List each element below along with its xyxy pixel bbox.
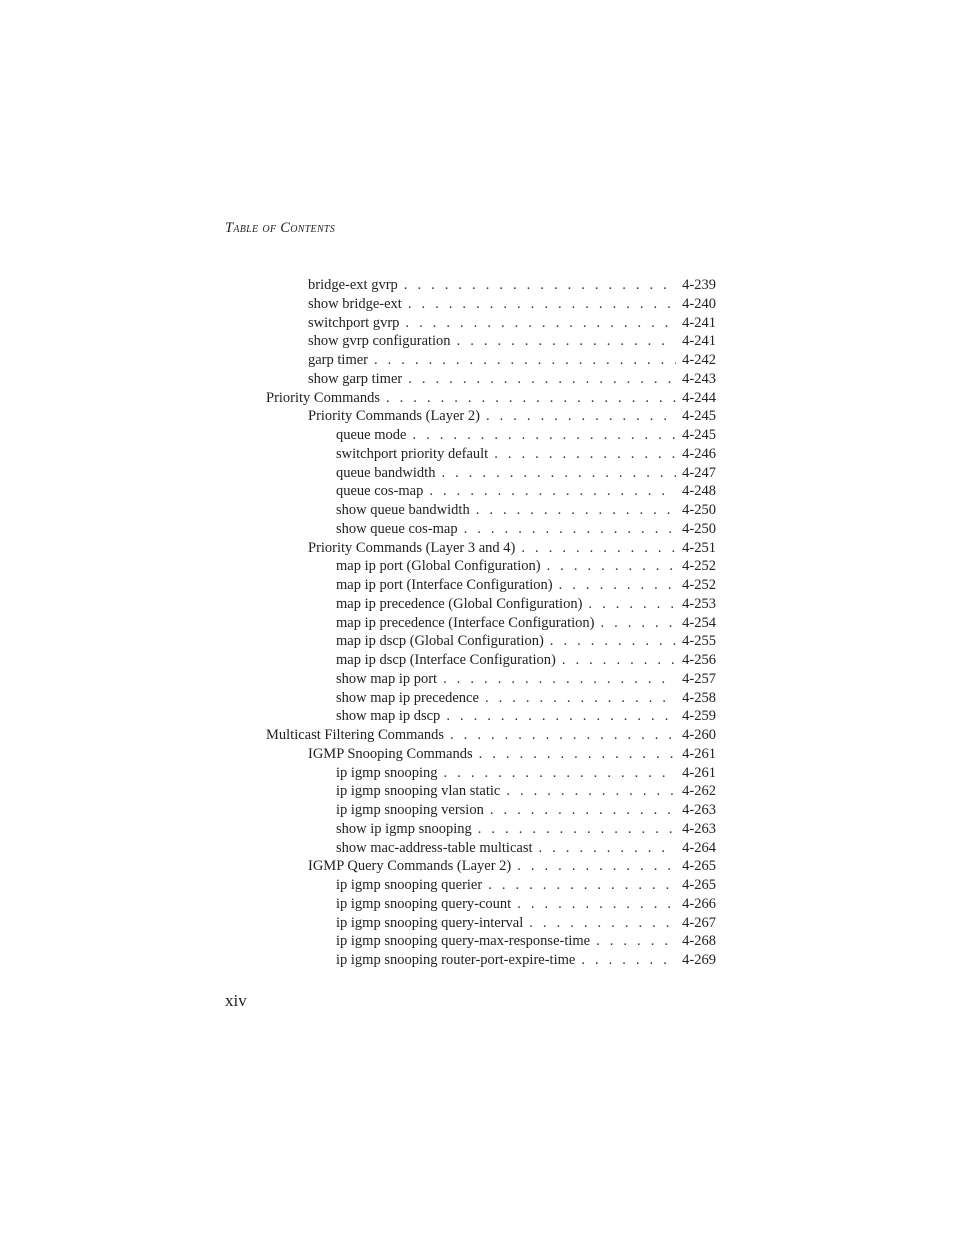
toc-entry [308,539,716,558]
toc-entry [308,857,716,876]
dot-leader [562,651,676,670]
toc-entry [308,276,716,295]
running-header: Table of Contents [225,220,336,236]
toc-entry-label: Priority Commands (Layer 3 and 4) [308,539,516,556]
dot-leader [559,576,677,595]
toc-entry [308,314,716,333]
toc-entry-label: map ip dscp (Interface Configuration) [336,652,556,668]
toc-entry [336,670,716,689]
toc-entry [336,576,716,595]
page-number: xiv [225,991,247,1010]
toc-entry-label: map ip precedence (Interface Configuration) [336,614,595,631]
dot-leader [486,407,676,426]
toc-entry [336,782,716,801]
dot-leader [478,820,676,839]
toc-entry-label: IGMP Query Commands (Layer 2) [308,858,512,875]
toc-entry [336,426,716,445]
dot-leader [446,707,676,726]
toc-entry-label: bridge-ext gvrp [308,277,398,293]
toc-entry [308,351,716,370]
toc-entry-page: 4-251 [682,539,716,556]
toc-entry-page: 4-259 [682,708,716,725]
toc-entry [336,614,716,633]
dot-leader [374,351,676,370]
dot-leader [506,782,676,801]
toc-entry-page: 4-265 [682,877,716,893]
toc-entry [336,951,716,970]
dot-leader [517,895,676,914]
toc-entry [308,332,716,351]
toc-entry-page: 4-245 [682,408,716,425]
toc-entry-page: 4-240 [682,295,716,312]
toc-entry-page: 4-241 [682,333,716,350]
dot-leader [596,932,676,951]
toc-entry-label: IGMP Snooping Commands [308,745,473,762]
toc-entry [308,407,716,426]
toc-entry [336,651,716,670]
toc-entry [308,295,716,314]
toc-entry-label: Priority Commands (Layer 2) [308,408,480,425]
toc-entry-page: 4-268 [682,933,716,950]
toc-entry-label: show map ip port [336,670,438,687]
dot-leader [412,426,676,445]
toc-entry-label: show map ip precedence [336,689,479,706]
toc-entry-page: 4-269 [682,952,716,968]
dot-leader [476,501,676,520]
dot-leader [539,839,677,858]
toc-entry [336,595,716,614]
dot-leader [517,857,676,876]
toc-entry-label: map ip port (Global Configuration) [336,558,541,575]
toc-entry [266,389,716,408]
toc-entry [308,745,716,764]
toc-entry-label: show queue cos-map [336,520,458,537]
toc-entry-label: show garp timer [308,370,403,387]
toc-entry-page: 4-253 [682,595,716,612]
toc-entry-label: queue cos-map [336,483,424,500]
dot-leader [529,914,676,933]
toc-entry [336,632,716,651]
toc-entry-page: 4-267 [682,914,716,931]
toc-entry [336,801,716,820]
toc-entry [336,895,716,914]
dot-leader [408,295,676,314]
toc-entry-page: 4-261 [682,745,716,762]
toc-entry-label: ip igmp snooping query-count [336,895,512,912]
dot-leader [485,689,676,708]
toc-entry-label: show bridge-ext [308,295,402,312]
dot-leader [457,332,677,351]
toc-entry-page: 4-260 [682,727,716,743]
toc-entry [336,520,716,539]
toc-entry-page: 4-263 [682,802,716,818]
toc-entry-label: map ip dscp (Global Configuration) [336,633,544,650]
toc-entry-label: ip igmp snooping router-port-expire-time [336,952,576,968]
toc-entry-label: show mac-address-table multicast [336,839,533,856]
dot-leader [444,764,677,783]
toc-entry [336,464,716,483]
dot-leader [490,801,676,820]
toc-entry-page: 4-261 [682,764,716,781]
toc-entry-page: 4-262 [682,783,716,800]
toc-entry-page: 4-254 [682,614,716,631]
toc-entry [336,820,716,839]
dot-leader [450,726,676,745]
toc-entry-label: ip igmp snooping [336,764,438,781]
toc-entry-label: show queue bandwidth [336,502,470,518]
toc-entry-page: 4-265 [682,858,716,875]
dot-leader [464,520,677,539]
toc-entry-page: 4-241 [682,314,716,331]
toc-entry-page: 4-244 [682,389,716,406]
dot-leader [429,482,676,501]
toc-entry [336,707,716,726]
toc-entry-page: 4-266 [682,895,716,912]
toc-entry-page: 4-242 [682,352,716,368]
toc-entry [308,370,716,389]
toc-entry [336,914,716,933]
toc-entry-label: garp timer [308,352,368,368]
toc-entry-page: 4-246 [682,445,716,462]
toc-entry-label: ip igmp snooping query-max-response-time [336,933,591,950]
dot-leader [404,276,676,295]
toc-entry-label: show ip igmp snooping [336,820,472,837]
toc-entry-label: ip igmp snooping vlan static [336,783,501,800]
toc-entry-page: 4-248 [682,483,716,500]
dot-leader [479,745,677,764]
dot-leader [547,557,677,576]
dot-leader [550,632,676,651]
toc-entry-page: 4-257 [682,670,716,687]
toc-entry-page: 4-258 [682,689,716,706]
toc-entry-page: 4-252 [682,558,716,575]
toc-entry [336,764,716,783]
toc-entry-label: Multicast Filtering Commands [266,727,445,743]
toc-entry [336,445,716,464]
dot-leader [386,389,676,408]
toc-entry-page: 4-243 [682,370,716,387]
toc-entry [336,482,716,501]
toc-entry-page: 4-255 [682,633,716,650]
toc-entry [266,726,716,745]
toc-entry-label: queue mode [336,427,407,443]
dot-leader [488,876,676,895]
toc-entry-page: 4-263 [682,820,716,837]
toc-entry-label: ip igmp snooping query-interval [336,914,524,931]
toc-entry-label: queue bandwidth [336,464,436,481]
toc-entry-label: show gvrp configuration [308,333,451,350]
toc-entry-label: Priority Commands [266,389,380,406]
dot-leader [581,951,676,970]
dot-leader [405,314,676,333]
toc-entry [336,689,716,708]
toc-entry-page: 4-245 [682,427,716,443]
toc-entry-page: 4-250 [682,520,716,537]
toc-entry [336,501,716,520]
toc-entry-label: show map ip dscp [336,708,441,725]
dot-leader [408,370,676,389]
toc-entry-page: 4-252 [682,577,716,593]
dot-leader [588,595,676,614]
toc-entry-label: switchport gvrp [308,314,400,331]
dot-leader [600,614,676,633]
toc-entry [336,557,716,576]
toc-entry-label: map ip precedence (Global Configuration) [336,595,583,612]
toc-entry-label: switchport priority default [336,445,489,462]
toc-entry-label: ip igmp snooping version [336,802,484,818]
toc-entry-label: map ip port (Interface Configuration) [336,577,553,593]
toc-entry [336,932,716,951]
toc-entry-page: 4-264 [682,839,716,856]
toc-entry-page: 4-247 [682,464,716,481]
toc-entry [336,839,716,858]
dot-leader [521,539,676,558]
toc-entry-label: ip igmp snooping querier [336,877,483,893]
toc-entry-page: 4-239 [682,277,716,293]
dot-leader [494,445,676,464]
toc-entry [336,876,716,895]
dot-leader [441,464,676,483]
dot-leader [443,670,676,689]
toc-entry-page: 4-256 [682,652,716,668]
toc-entry-page: 4-250 [682,502,716,518]
